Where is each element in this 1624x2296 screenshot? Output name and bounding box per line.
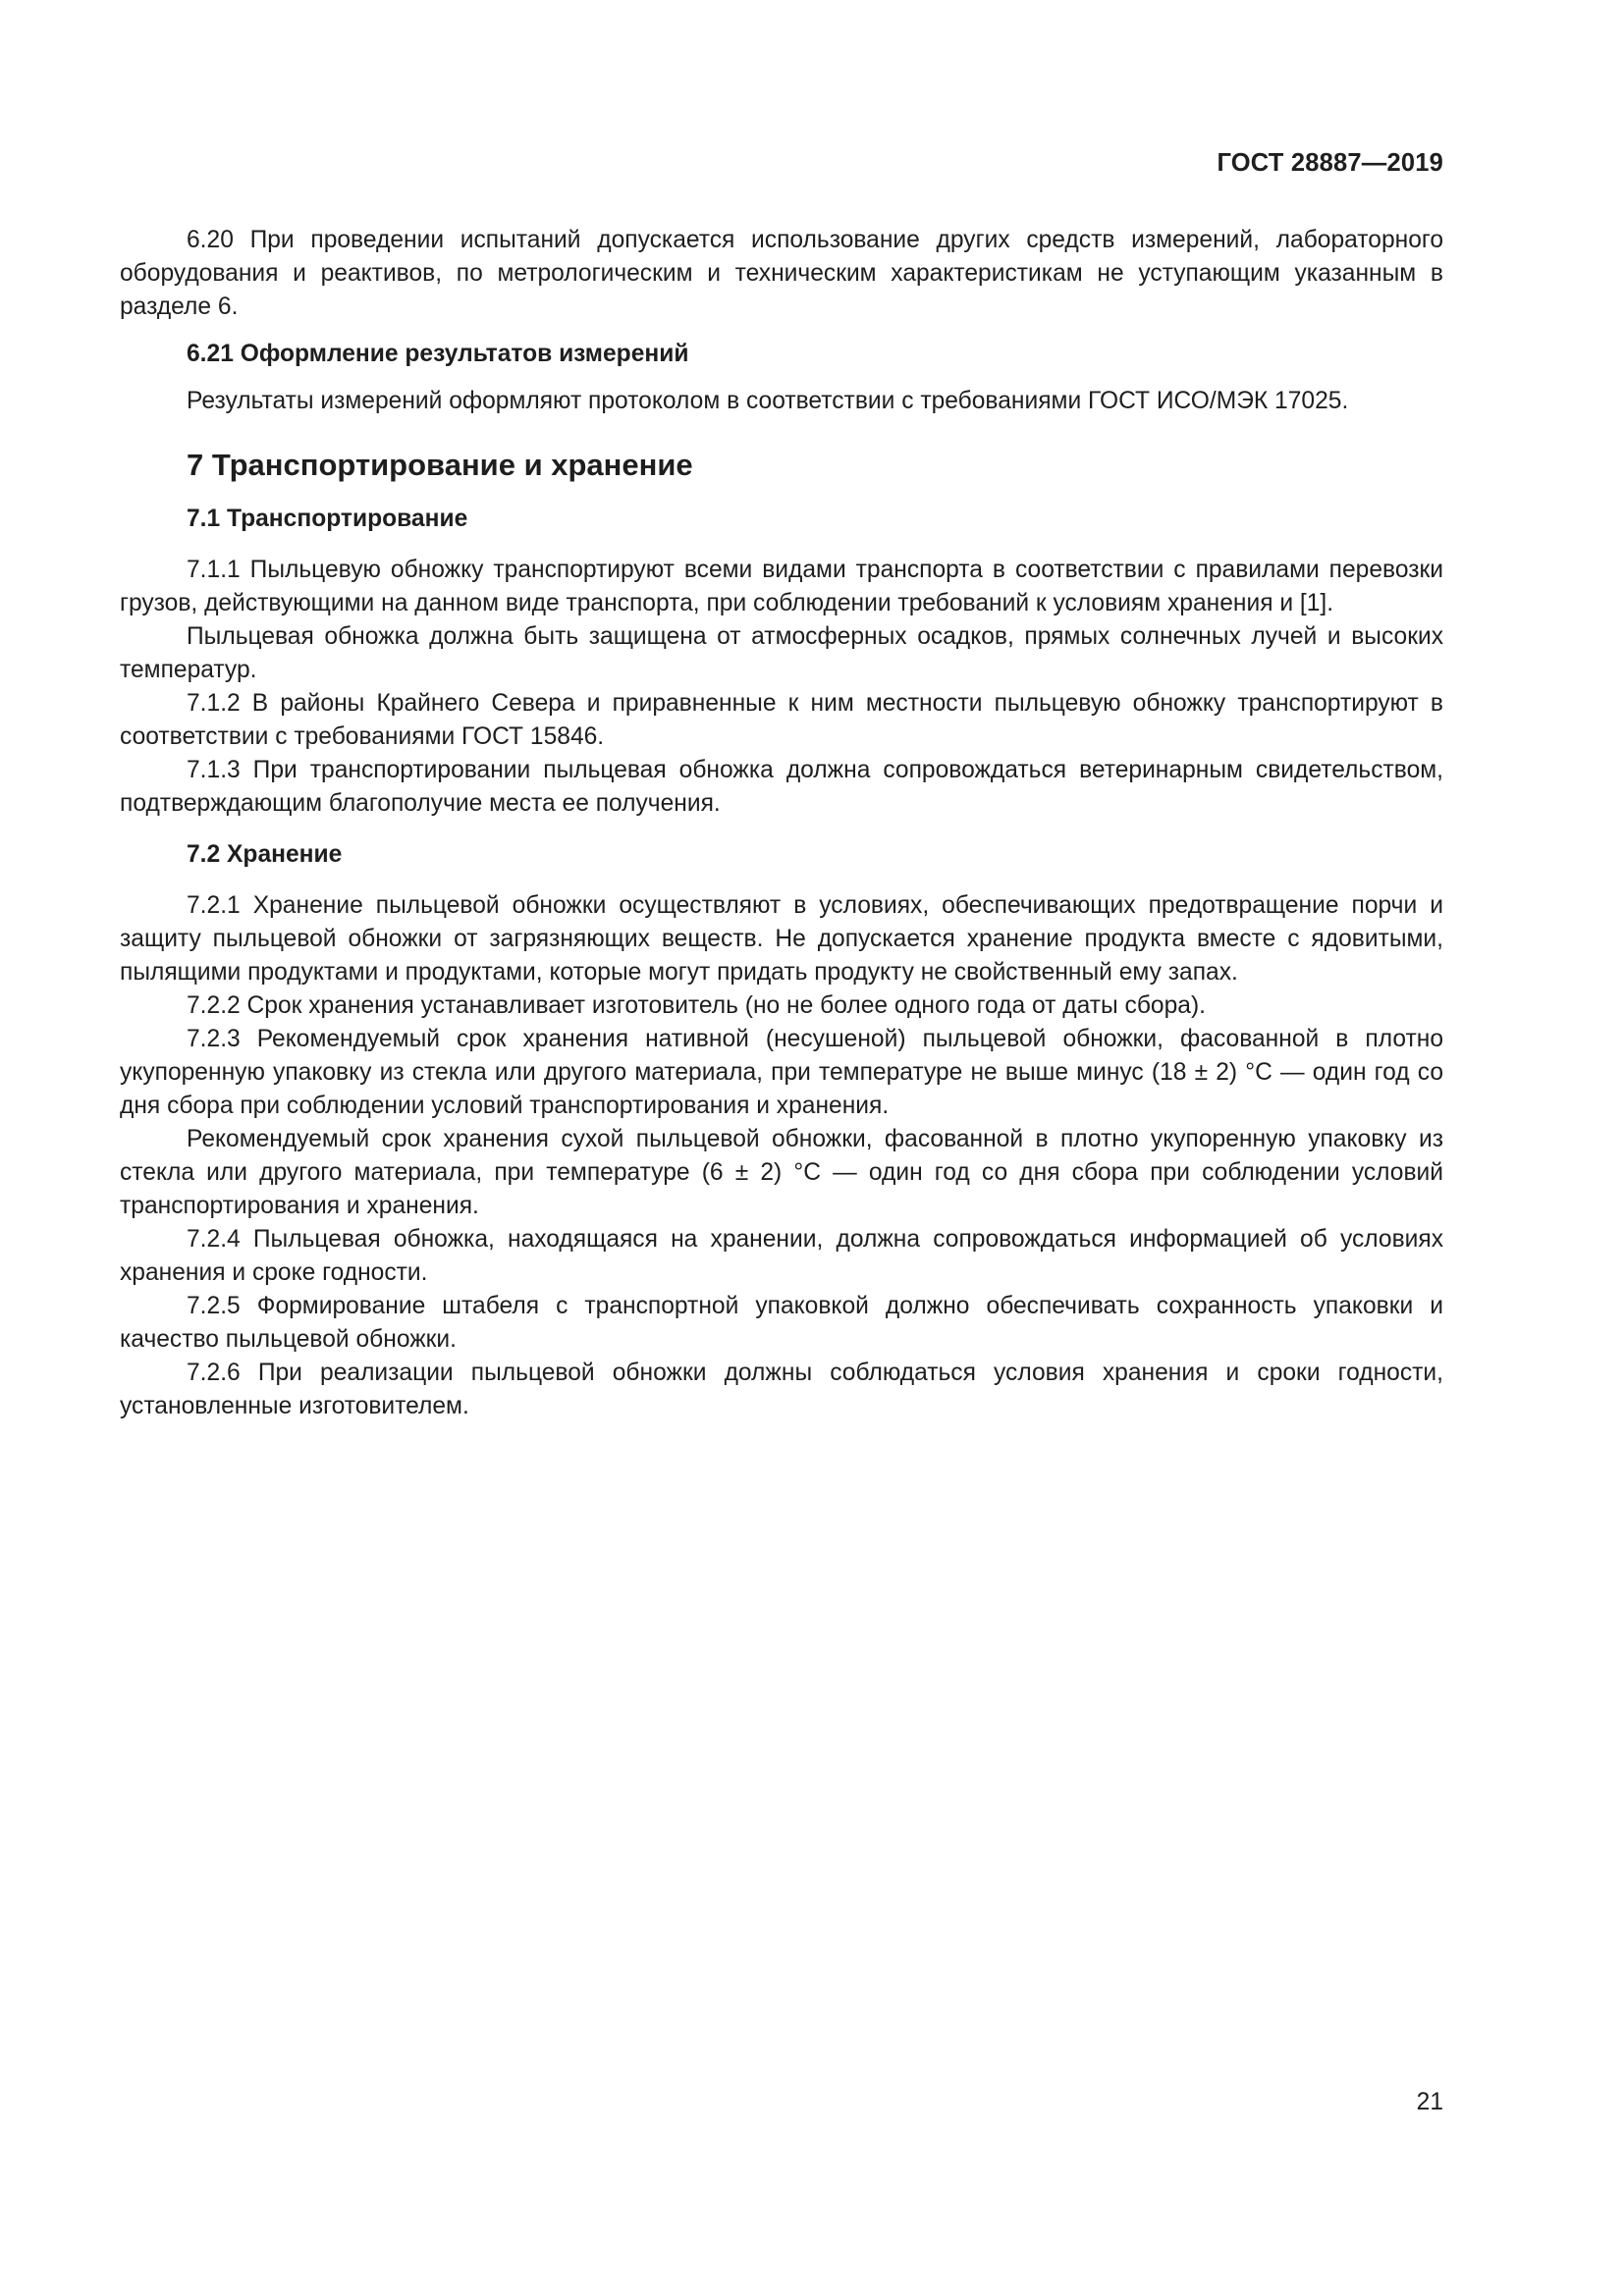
paragraph-7-2-5: 7.2.5 Формирование штабеля с транспортной упаковкой должно обеспечивать сохранность упаковки и качество пыльцевой обножки.	[120, 1293, 1443, 1353]
heading-7-2: 7.2 Хранение	[187, 841, 343, 868]
page-body	[120, 224, 1443, 1423]
paragraph-7-1-1-cont: Пыльцевая обножка должна быть защищена от атмосферных осадков, прямых солнечных лучей и высоких температур.	[120, 623, 1443, 683]
paragraph-6-21: Результаты измерений оформляют протоколом в соответствии с требованиями ГОСТ ИСО/МЭК 17025.	[187, 388, 1349, 414]
paragraph-7-2-6: 7.2.6 При реализации пыльцевой обножки должны соблюдаться условия хранения и сроки годности, установленные изготовителем.	[120, 1360, 1443, 1419]
paragraph-7-1-2: 7.1.2 В районы Крайнего Севера и приравненные к ним местности пыльцевую обножку транспортируют в соответствии с требованиями ГОСТ 15846.	[120, 690, 1443, 750]
paragraph-7-2-3-cont: Рекомендуемый срок хранения сухой пыльцевой обножки, фасованной в плотно укупоренную упаковку из стекла или другого материала, при температуре (6 ± 2) °С — один год со дня сбора при соблюдении условий транспортирования и хранения.	[120, 1126, 1443, 1219]
paragraph-7-2-2: 7.2.2 Срок хранения устанавливает изготовитель (но не более одного года от даты сбора).	[187, 992, 1206, 1019]
paragraph-7-2-1: 7.2.1 Хранение пыльцевой обножки осуществляют в условиях, обеспечивающих предотвращение порчи и защиту пыльцевой обножки от загрязняющих веществ. Не допускается хранение продукта вместе с ядовитыми, пылящими продуктами и продуктами, которые могут придать продукту не свойственный ему запах.	[120, 892, 1443, 986]
section-7-title: 7 Транспортирование и хранение	[187, 448, 693, 482]
paragraph-6-20: 6.20 При проведении испытаний допускается использование других средств измерений, лабораторного оборудования и реактивов, по метрологическим и техническим характеристикам не уступающим указанным в разделе 6.	[120, 227, 1443, 320]
heading-6-21: 6.21 Оформление результатов измерений	[187, 341, 689, 367]
paragraph-7-2-3: 7.2.3 Рекомендуемый срок хранения нативной (несушеной) пыльцевой обножки, фасованной в плотно укупоренную упаковку из стекла или другого материала, при температуре не выше минус (18 ± 2) °С — один год со дня сбора при соблюдении условий транспортирования и хранения.	[120, 1026, 1443, 1119]
heading-7-1: 7.1 Транспортирование	[187, 506, 468, 532]
paragraph-7-1-1: 7.1.1 Пыльцевую обножку транспортируют всеми видами транспорта в соответствии с правилами перевозки грузов, действующими на данном виде транспорта, при соблюдении требований к условиям хранения и [1].	[120, 557, 1443, 616]
paragraph-7-2-4: 7.2.4 Пыльцевая обножка, находящаяся на хранении, должна сопровождаться информацией об условиях хранения и сроке годности.	[120, 1226, 1443, 1286]
document-id: ГОСТ 28887—2019	[1217, 149, 1443, 177]
paragraph-7-1-3: 7.1.3 При транспортировании пыльцевая обножка должна сопровождаться ветеринарным свидетельством, подтверждающим благополучие места ее получения.	[120, 757, 1443, 817]
page-number: 21	[1416, 2089, 1443, 2115]
